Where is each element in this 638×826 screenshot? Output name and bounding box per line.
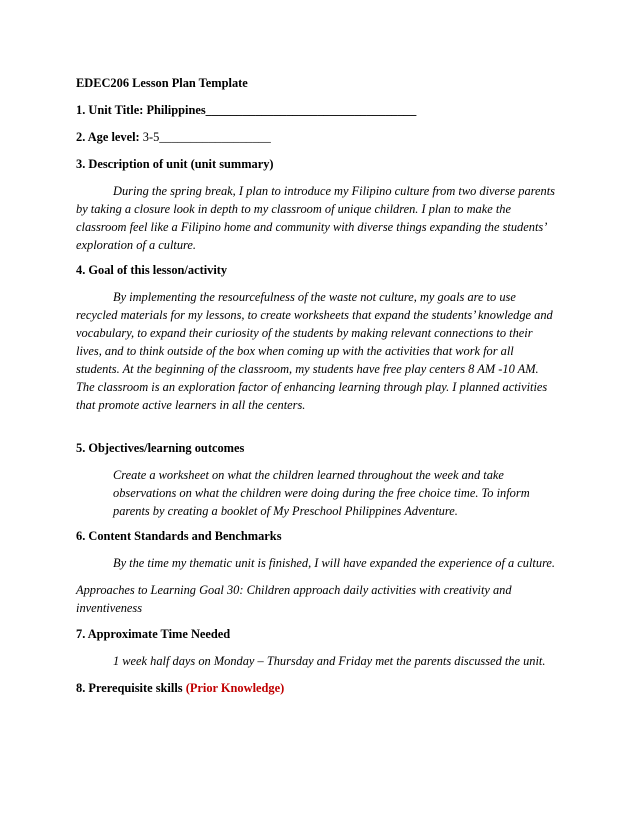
age-level-blank: __________________ (159, 130, 271, 144)
section-7-line: 1 week half days on Monday – Thursday and Friday met the parents discussed the unit. (113, 654, 546, 668)
age-level-line (76, 130, 271, 145)
section-8-heading-line (76, 681, 284, 696)
section-7-heading: 7. Approximate Time Needed (76, 627, 231, 641)
unit-title-blank: __________________________________ (205, 103, 417, 117)
section-4-line: The classroom is an exploration factor of enhancing learning through play. I planned activities (76, 380, 548, 394)
section-8-heading: 8. Prerequisite skills (76, 681, 183, 695)
section-3-heading: 3. Description of unit (unit summary) (76, 157, 274, 171)
section-4-line: lives, and to think outside of the box when coming up with the activities that work for all (76, 344, 514, 358)
section-6-heading: 6. Content Standards and Benchmarks (76, 529, 282, 543)
document-title: EDEC206 Lesson Plan Template (76, 76, 248, 90)
section-4-line: recycled materials for my lessons, to create worksheets that expand the students’ knowledge and (76, 308, 553, 322)
age-level-value: 3-5 (142, 130, 160, 144)
section-6-goal-line: inventiveness (76, 601, 143, 615)
unit-title-label: 1. Unit Title: Philippines (76, 103, 206, 117)
section-3-line: During the spring break, I plan to introduce my Filipino culture from two diverse parents (113, 184, 555, 198)
section-6-line: By the time my thematic unit is finished, I will have expanded the experience of a culture. (113, 556, 556, 570)
section-5-heading: 5. Objectives/learning outcomes (76, 441, 245, 455)
section-3-line: exploration of a culture. (76, 238, 196, 252)
unit-title-line (76, 103, 416, 118)
section-5-line: parents by creating a booklet of My Preschool Philippines Adventure. (113, 504, 458, 518)
section-4-line: students. At the beginning of the classroom, my students have free play centers 8 AM -10 AM. (76, 362, 539, 376)
section-6-goal-line: Approaches to Learning Goal 30: Children approach daily activities with creativity and (76, 583, 512, 597)
section-3-line: classroom feel like a Filipino home and community with diverse things expanding the students’ (76, 220, 548, 234)
section-5-line: observations on what the children were doing during the free choice time. To inform (113, 486, 530, 500)
section-8-prior-knowledge: (Prior Knowledge) (185, 681, 285, 695)
age-level-label: 2. Age level: (76, 130, 140, 144)
section-4-line: vocabulary, to expand their curiosity of the students by making relevant connections to their (76, 326, 533, 340)
section-5-line: Create a worksheet on what the children learned throughout the week and take (113, 468, 504, 482)
section-4-heading: 4. Goal of this lesson/activity (76, 263, 228, 277)
section-4-line: By implementing the resourcefulness of the waste not culture, my goals are to use (113, 290, 516, 304)
section-4-line: that promote active learners in all the centers. (76, 398, 306, 412)
section-3-line: by taking a closure look in depth to my classroom of unique children. I plan to make the (76, 202, 511, 216)
